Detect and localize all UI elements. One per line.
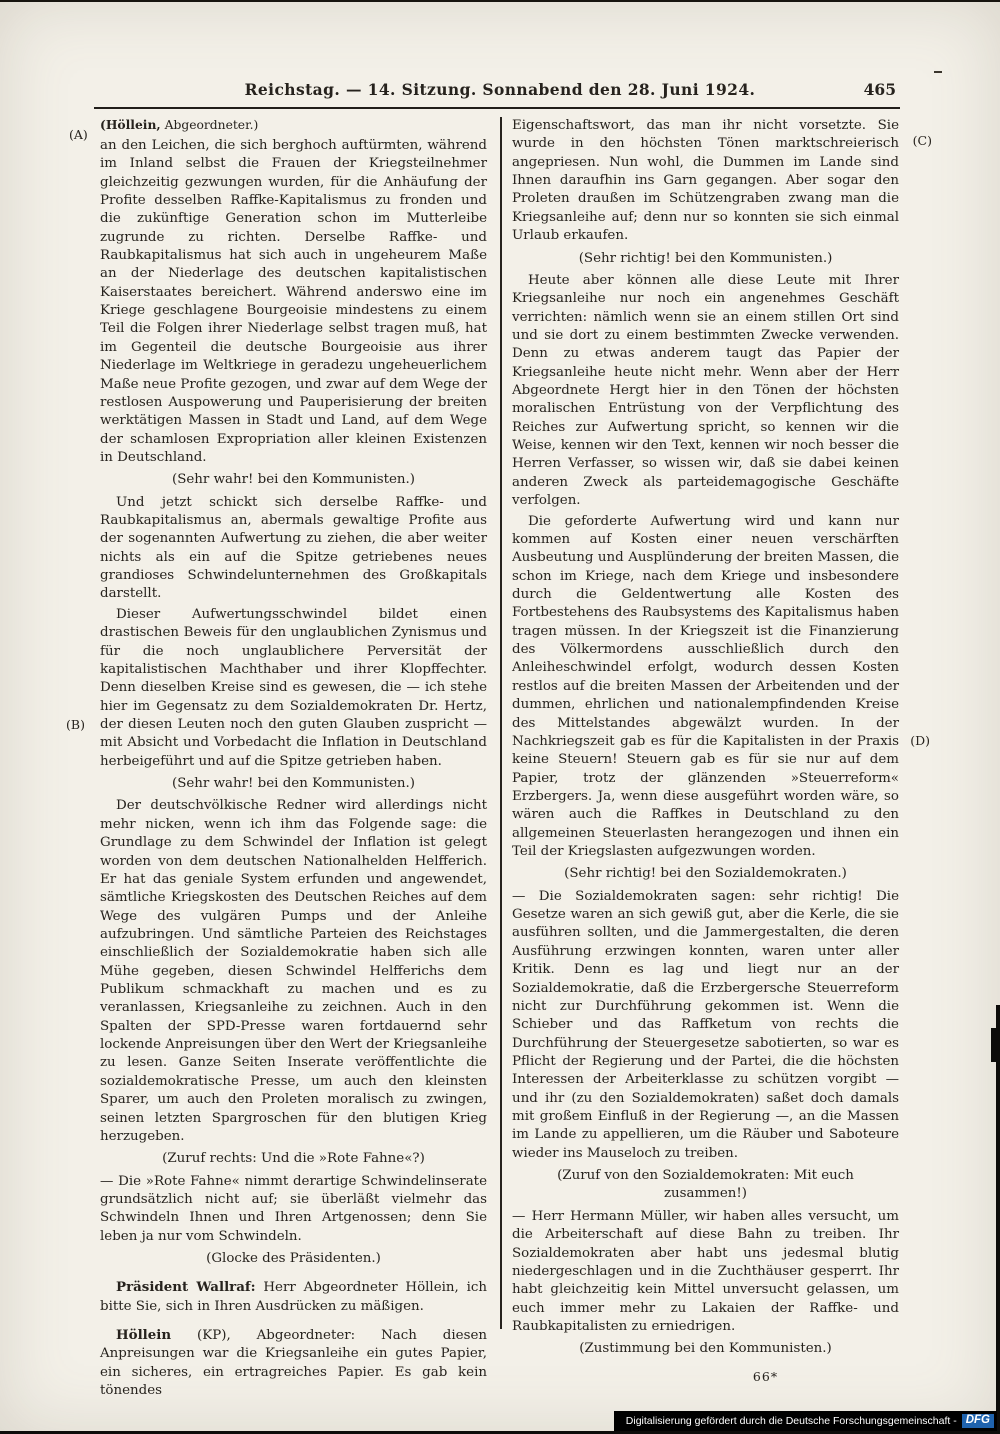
block-text: (Sehr wahr! bei den Kommunisten.)	[171, 776, 416, 792]
right-column	[512, 117, 899, 1384]
interjection	[100, 1250, 487, 1268]
block-text: 66*	[752, 1368, 779, 1384]
speech-paragraph	[100, 1278, 487, 1316]
block-text: Dieser Aufwertungsschwindel bildet einen drastischen Beweis für den unglaublichen Zynismus und für die noch unglaublichere Perversität der kapitalistischen Machthaber und ihrer Klopffechter. Denn dieselben Kreise sind es gewesen, die — ich stehe hier im Gegensatz zu dem Sozialdemokraten Dr. Hertz, der diesen Leuten noch den guten Glauben zuspricht — mit Absicht und Vorbedacht die Inflation in Deutschland herbeigeführt und auf die Spitze getrieben haben.	[100, 606, 487, 769]
signature-mark	[512, 1368, 899, 1385]
block-text: Heute aber können alle diese Leute mit Ihrer Kriegsanleihe nur noch ein angenehmes Geschäft verrichten: nämlich wenn sie an einem stillen Ort sind und sie dort zu einem bestimmten Zwecke verwenden. Denn zu etwas anderem taugt das Papier der Kriegsanleihe heute nicht mehr. Wenn aber der Herr Abgeordnete Hergt hier in den Tönen der höchsten moralischen Entrüstung von der Verpflichtung des Reiches zur Aufwertung spricht, so kennen wir die Weise, kennen wir den Text, kennen wir noch besser die Herren Verfasser, so wissen wir, daß sie dabei keinen anderen Zweck als parteidemagogische Geschäfte verfolgen.	[512, 272, 899, 509]
digitization-note: Digitalisierung gefördert durch die Deutsche Forschungsgemeinschaft -	[625, 1415, 957, 1427]
paragraph	[100, 494, 487, 604]
block-text: — Herr Hermann Müller, wir haben alles versucht, um die Arbeiterschaft auf diese Bahn zu treiben. Ihr Sozialdemokraten aber habt uns jedesmal blutig niedergeschlagen und in die Zuchthäuser gesperrt. Ihr habt gleichzeitig kein Mittel unversucht gelassen, um euch immer mehr zu Lakaien der Raffke- und Raubkapitalisten zu erniedrigen.	[512, 1208, 899, 1334]
margin-mark-a: (A)	[69, 127, 88, 142]
paragraph	[512, 513, 899, 862]
block-text: — Die »Rote Fahne« nimmt derartige Schwindelinserate grundsätzlich nicht auf; sie überläßt vielmehr das Schwindeln Ihnen und Ihren Artgenossen; denn Sie leben ja nur vom Schwindeln.	[100, 1173, 487, 1244]
page-header-title: Reichstag. — 14. Sitzung. Sonnabend den 28. Juni 1924.	[244, 80, 756, 99]
text-columns	[100, 117, 900, 1399]
digitization-footer-bar	[614, 1411, 997, 1431]
scan-edge-notch	[991, 1028, 1000, 1062]
scan-artifact-dash	[934, 71, 942, 73]
block-text: Eigenschaftswort, das man ihr nicht vorsetzte. Sie wurde in den höchsten Tönen marktschreierisch angepriesen. Nun wohl, die Dummen im Lande sind Ihnen daraufhin ins Garn gegangen. Aber sogar den Proleten draußen im Schützengraben zwang man die Kriegsanleihe auf; denn nur so konnten sie sich einmal Urlaub erkaufen.	[512, 118, 899, 244]
paragraph	[100, 797, 487, 1146]
paragraph	[100, 606, 487, 771]
speech-paragraph	[100, 1326, 487, 1400]
paragraph-continuation	[512, 117, 899, 246]
block-text: (Zustimmung bei den Kommunisten.)	[579, 1341, 832, 1357]
interjection	[100, 471, 487, 489]
paragraph-continuation	[100, 137, 487, 467]
interjection	[512, 865, 899, 883]
header-rule	[94, 107, 900, 109]
block-text: (KP), Abgeordneter: Nach diesen Anpreisungen war die Kriegsanleihe ein gutes Papier, ein sicheres, ein ertragreiches Papier. Es gab kein tönendes	[100, 1328, 487, 1399]
block-text: — Die Sozialdemokraten sagen: sehr richtig! Die Gesetze waren an sich gewiß gut, aber die Kerle, die sie ausführen sollten, und die Jammergestalten, die deren Ausführung erzwingen konnten, waren unter aller Kritik. Denn es lag und liegt nur an der Sozialdemokratie, daß die Erzbergersche Steuerreform nicht zur Durchführung gekommen ist. Wenn die Schieber und das Raffketum von rechts die Durchführung der Steuergesetze sabotierten, so war es Pflicht der Regierung und der Partei, die die höchsten Interessen der Arbeiterklasse zu schützen vorgibt — und ihr (zu den Sozialdemokraten) saßet doch damals mit großem Einfluß in der Regierung —, an die Massen im Lande zu appellieren, um die Räuber und Saboteure wieder ins Mauseloch zu treiben.	[512, 888, 899, 1161]
block-text: (Zuruf von den Sozialdemokraten: Mit euch zusammen!)	[557, 1168, 854, 1202]
speaker-role: Abgeordneter.)	[160, 118, 259, 132]
speaker-name: Höllein	[116, 1327, 172, 1344]
page-number: 465	[863, 80, 896, 99]
margin-mark-c: (C)	[912, 133, 932, 148]
block-text: (Sehr wahr! bei den Kommunisten.)	[171, 472, 416, 488]
paragraph	[512, 1208, 899, 1337]
dfg-logo: DFG	[962, 1414, 994, 1429]
paragraph	[512, 272, 899, 511]
block-text: Der deutschvölkische Redner wird allerdings nicht mehr nicken, wenn ich ihm das Folgende sage: die Grundlage zu dem Schwindel der Inflation ist gelegt worden von dem deutschen Nationalhelden Helfferich. Er hat das geniale System erfunden und angewendet, sämtliche Kriegskosten des Deutschen Reiches auf dem Wege des vulgären Pumps und der Anleihe aufzubringen. Und sämtliche Parteien des Reichstages einschließlich der Sozialdemokratie haben sich alle Mühe gegeben, diesen Schwindel Helfferichs dem Publikum schmackhaft zu machen und es zu veranlassen, Kriegsanleihe zu zeichnen. Auch in den Spalten der SPD-Presse waren fortdauernd sehr lockende Anpreisungen über den Wert der Kriegsanleihe zu lesen. Ganze Seiten Inserate veröffentlichte die sozialdemokratische Presse, um auch den kleinsten Sparer, um auch den Proleten moralisch zu zwingen, seinen letzten Spargroschen für den blutigen Krieg herzugeben.	[100, 798, 487, 1144]
block-text: (Zuruf rechts: Und die »Rote Fahne«?)	[162, 1151, 425, 1167]
block-text: Und jetzt schickt sich derselbe Raffke- und Raubkapitalismus an, abermals gewaltige Profite aus der sogenannten Aufwertung zu ziehen, die aber weiter nichts als ein auf die Spitze getriebenes neues grandioses Schwindelunternehmen des Großkapitals darstellt.	[100, 494, 487, 602]
block-text: (Sehr richtig! bei den Sozialdemokraten.)	[564, 866, 847, 882]
block-text: an den Leichen, die sich berghoch auftürmten, während im Inland selbst die Frauen der Kriegsteilnehmer gleichzeitig gezwungen wurden, für die Anhäufung der Profite desselben Raffke-Kapitalismus zu fronden und die zukünftige Generation schon im Mutterleibe zugrunde zu richten. Derselbe Raffke- und Raubkapitalismus hat sich auch in ungeheurem Maße an der Niederlage des deutschen kapitalistischen Kaiserstaates bereichert. Während anderswo eine im Kriege geschlagene Bourgeoisie mindestens zu einem Teil die Folgen ihrer Niederlage selbst tragen muß, hat im Gegenteil die deutsche Bourgeoisie aus ihrer Niederlage im Weltkriege in geradezu ungeheuerlichem Maße neue Profite gezogen, und zwar auf dem Wege der restlosen Auspowerung und Pauperisierung der breiten werktätigen Massen in Stadt und Land, auf dem Wege der schamlosen Expropriation aller kleinen Existenzen in Deutschland.	[100, 137, 487, 465]
speaker-name: (Höllein,	[100, 117, 161, 132]
paragraph	[512, 888, 899, 1163]
left-column	[100, 117, 487, 1399]
block-text: Die geforderte Aufwertung wird und kann nur kommen auf Kosten einer neuen verschärften Ausbeutung und Ausplünderung der breiten Massen, die schon im Kriege, nach dem Kriege und insbesondere durch die Geldentwertung alle Kosten des Fortbestehens des Raubsystems des Kapitalismus haben tragen müssen. In der Kriegszeit ist die Finanzierung des Völkermordens ausschließlich durch den Anleiheschwindel erfolgt, wodurch dessen Kosten restlos auf die breiten Massen der Arbeitenden und der dummen, ehrlichen und nationalempfindenden Kreise des Mittelstandes abgewälzt wurden. In der Nachkriegszeit gab es für die Kapitalisten in der Praxis keine Steuern! Steuern gab es für sie nur auf dem Papier, trotz der glänzenden »Steuerreform« Erzbergers. Ja, wenn diese ausgeführt worden wäre, so wären auch die Raffkes in Deutschland zu den allgemeinen Steuerlasten herangezogen und ihnen ein Teil der Kriegslasten aufgezwungen worden.	[512, 513, 899, 860]
interjection	[512, 1340, 899, 1358]
interjection	[100, 775, 487, 793]
interjection	[512, 250, 899, 268]
scan-edge-top	[0, 0, 1000, 2]
margin-mark-b: (B)	[66, 717, 85, 732]
speaker-continuation-note	[100, 117, 487, 134]
paragraph	[100, 1173, 487, 1246]
interjection	[512, 1167, 899, 1204]
block-text: (Glocke des Präsidenten.)	[206, 1251, 381, 1267]
margin-mark-d: (D)	[910, 733, 930, 748]
speaker-name: Präsident Wallraf:	[116, 1279, 256, 1296]
interjection	[100, 1150, 487, 1168]
block-text: Herr Abgeordneter Höllein, ich bitte Sie, sich in Ihren Ausdrücken zu mäßigen.	[100, 1280, 487, 1314]
scan-edge-right	[996, 1005, 1000, 1434]
block-text: (Sehr richtig! bei den Kommunisten.)	[578, 250, 833, 266]
